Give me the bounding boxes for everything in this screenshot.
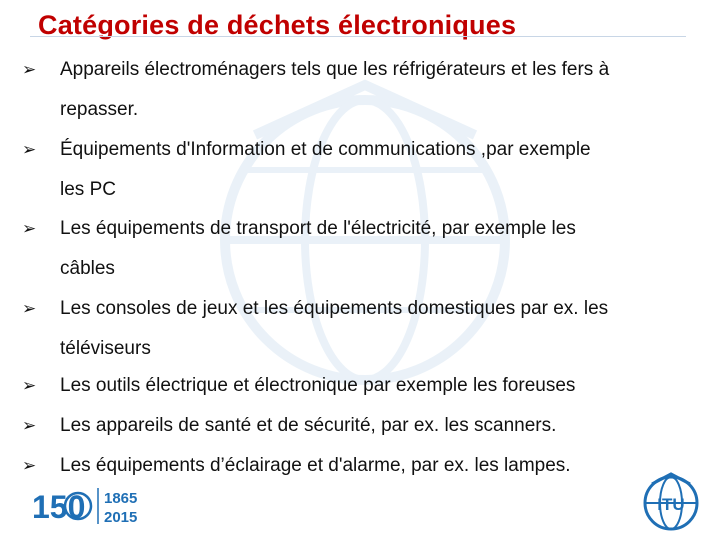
bullet-item (0, 366, 720, 406)
bullet-text-line: Équipements d'Information et de communications ,par exemple (60, 139, 591, 160)
bullet-text-line: les PC (60, 179, 116, 200)
arrowhead-bullet-icon: ➢ (22, 219, 37, 238)
slide-title: Catégories de déchets électroniques (38, 10, 517, 40)
logo-year-start: 1865 (104, 490, 138, 507)
bullet-item (0, 289, 720, 369)
bullet-text-line: Les appareils de santé et de sécurité, par ex. les scanners. (60, 415, 557, 436)
bullet-item (0, 50, 720, 130)
arrowhead-bullet-icon: ➢ (22, 299, 37, 318)
bullet-item (0, 406, 720, 446)
bullet-text-line: téléviseurs (60, 338, 151, 359)
bullet-text-line: Les outils électrique et électronique par exemple les foreuses (60, 375, 576, 396)
bullet-text-line: Les équipements de transport de l'électricité, par exemple les (60, 218, 576, 239)
itu-150-years-logo-icon (32, 484, 152, 528)
bullet-item (0, 130, 720, 210)
bullet-item (0, 209, 720, 289)
logo-itu-text: ITU (657, 495, 685, 514)
bullet-text-line: Les équipements d’éclairage et d'alarme, par ex. les lampes. (60, 455, 571, 476)
logo-number-text: 150 (32, 489, 86, 525)
itu-globe-logo-icon (640, 470, 702, 532)
arrowhead-bullet-icon: ➢ (22, 456, 37, 475)
arrowhead-bullet-icon: ➢ (22, 140, 37, 159)
bullet-text-line: câbles (60, 258, 115, 279)
bullet-item (0, 446, 720, 486)
bullet-text-line: Les consoles de jeux et les équipements domestiques par ex. les (60, 298, 609, 319)
bullet-text-line: repasser. (60, 99, 139, 120)
arrowhead-bullet-icon: ➢ (22, 376, 37, 395)
bullet-text-line: Appareils électroménagers tels que les réfrigérateurs et les fers à (60, 59, 610, 80)
arrowhead-bullet-icon: ➢ (22, 416, 37, 435)
arrowhead-bullet-icon: ➢ (22, 60, 37, 79)
logo-year-end: 2015 (104, 509, 138, 526)
